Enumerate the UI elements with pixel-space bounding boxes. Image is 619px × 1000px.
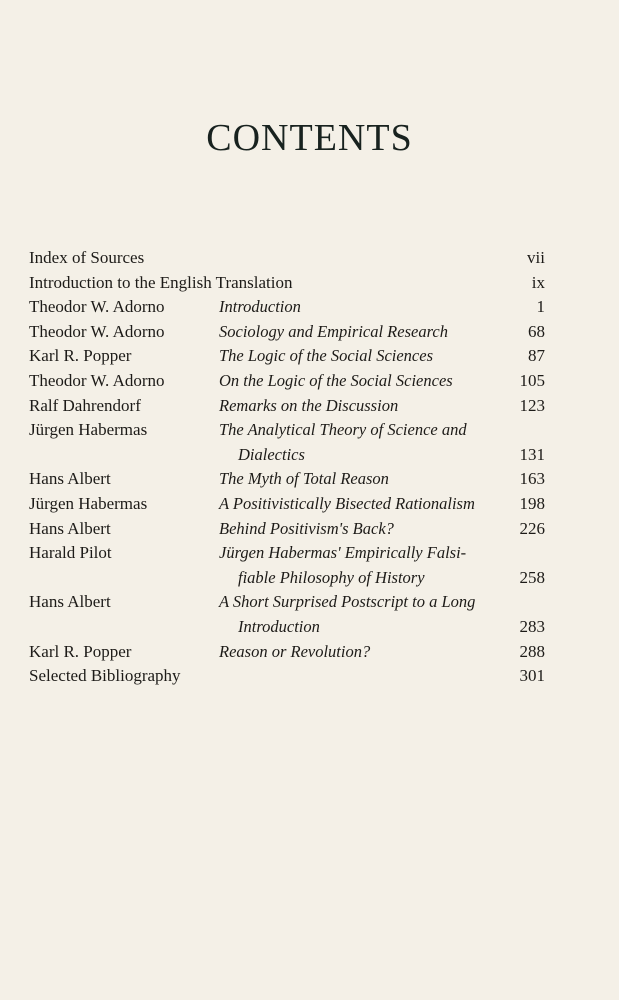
toc-work-title: The Logic of the Social Sciences bbox=[219, 346, 433, 366]
toc-page-number: 87 bbox=[528, 346, 545, 366]
toc-work-title: The Analytical Theory of Science and bbox=[219, 420, 467, 440]
toc-work-title: Behind Positivism's Back? bbox=[219, 518, 394, 538]
table-of-contents bbox=[29, 246, 545, 689]
toc-entries bbox=[29, 295, 545, 664]
toc-author: Karl R. Popper bbox=[29, 641, 132, 661]
toc-label: Selected Bibliography bbox=[29, 666, 181, 686]
toc-front-matter-row bbox=[29, 246, 545, 271]
toc-page-number: 131 bbox=[519, 444, 545, 464]
toc-entry-continuation-row bbox=[29, 566, 545, 591]
toc-entry-continuation-row bbox=[29, 615, 545, 640]
toc-work-title: The Myth of Total Reason bbox=[219, 469, 389, 489]
toc-page-number: 301 bbox=[519, 666, 545, 686]
toc-page-number: 123 bbox=[519, 395, 545, 415]
toc-author: Hans Albert bbox=[29, 518, 111, 538]
toc-work-title: fiable Philosophy of History bbox=[238, 567, 425, 587]
toc-page-number: 163 bbox=[519, 469, 545, 489]
toc-page-number: 226 bbox=[519, 518, 545, 538]
toc-author: Hans Albert bbox=[29, 592, 111, 612]
toc-label: Index of Sources bbox=[29, 248, 145, 267]
toc-page-number: 1 bbox=[536, 297, 545, 317]
toc-work-title: A Positivistically Bisected Rationalism bbox=[219, 493, 475, 513]
toc-page-number: vii bbox=[527, 248, 545, 267]
toc-entry-row bbox=[29, 344, 545, 369]
toc-entry-row bbox=[29, 394, 545, 419]
toc-entry-row bbox=[29, 541, 545, 566]
toc-work-title: Jürgen Habermas' Empirically Falsi- bbox=[219, 543, 467, 563]
toc-author: Theodor W. Adorno bbox=[29, 370, 165, 390]
toc-author: Hans Albert bbox=[29, 469, 111, 489]
toc-work-title: Reason or Revolution? bbox=[219, 641, 371, 661]
toc-author: Jürgen Habermas bbox=[29, 420, 148, 440]
toc-page-number: 288 bbox=[519, 641, 545, 661]
toc-work-title: Introduction bbox=[219, 297, 301, 317]
toc-entry-row bbox=[29, 418, 545, 443]
toc-work-title: Introduction bbox=[238, 616, 320, 636]
toc-page-number: 283 bbox=[519, 616, 545, 636]
toc-page-number: ix bbox=[531, 272, 545, 292]
toc-author: Theodor W. Adorno bbox=[29, 321, 165, 341]
toc-entry-row bbox=[29, 492, 545, 517]
toc-entry-row bbox=[29, 320, 545, 345]
page-title: CONTENTS bbox=[206, 117, 413, 159]
toc-author: Karl R. Popper bbox=[29, 346, 132, 366]
toc-entry-row bbox=[29, 467, 545, 492]
toc-author: Jürgen Habermas bbox=[29, 493, 148, 513]
toc-label: Introduction to the English Translation bbox=[29, 272, 293, 292]
toc-work-title: A Short Surprised Postscript to a Long bbox=[219, 592, 476, 612]
toc-work-title: Remarks on the Discussion bbox=[219, 395, 399, 415]
toc-entry-row bbox=[29, 369, 545, 394]
toc-back-matter-row bbox=[29, 664, 545, 689]
toc-author: Theodor W. Adorno bbox=[29, 297, 165, 317]
toc-page-number: 105 bbox=[519, 370, 545, 390]
toc-author: Ralf Dahrendorf bbox=[29, 395, 141, 415]
toc-work-title: Dialectics bbox=[238, 444, 305, 464]
toc-entry-continuation-row bbox=[29, 443, 545, 468]
toc-entry-row bbox=[29, 295, 545, 320]
toc-entry-row bbox=[29, 640, 545, 665]
toc-work-title: On the Logic of the Social Sciences bbox=[219, 370, 453, 390]
toc-page-number: 258 bbox=[519, 567, 545, 587]
toc-work-title: Sociology and Empirical Research bbox=[219, 321, 448, 341]
toc-author: Harald Pilot bbox=[29, 543, 112, 563]
toc-entry-row bbox=[29, 517, 545, 542]
toc-page-number: 68 bbox=[528, 321, 545, 341]
toc-front-matter-row bbox=[29, 271, 545, 296]
toc-page-number: 198 bbox=[519, 493, 545, 513]
toc-entry-row bbox=[29, 590, 545, 615]
